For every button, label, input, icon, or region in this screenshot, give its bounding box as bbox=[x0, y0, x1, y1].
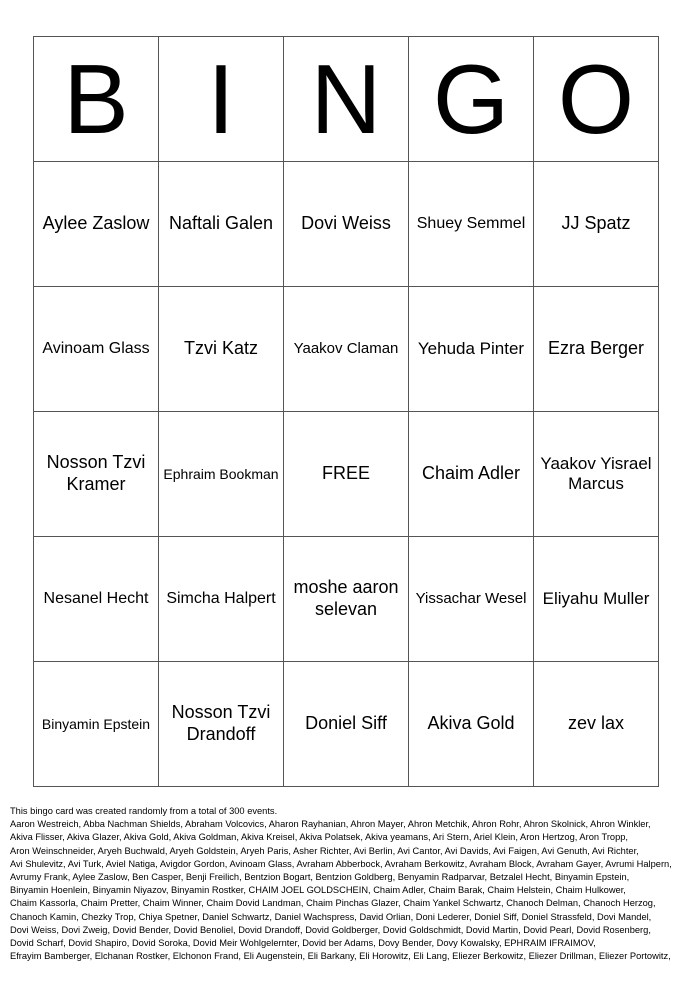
bingo-cell: Chaim Adler bbox=[409, 412, 534, 537]
bingo-cell: Yaakov Yisrael Marcus bbox=[534, 412, 659, 537]
footer-line: Chanoch Kamin, Chezky Trop, Chiya Spetner, Daniel Schwartz, Daniel Wachspress, David Orlian, Doni Lederer, Doniel Siff, Doniel Strassfeld, Dovi Mandel, bbox=[10, 911, 652, 922]
footer-line: Akiva Flisser, Akiva Glazer, Akiva Gold, Akiva Goldman, Akiva Kreisel, Akiva Polatsek, Akiva yeamans, Ari Stern, Ariel Klein, Aron Hertzog, Aron Tropp, bbox=[10, 832, 629, 843]
bingo-cell: Eliyahu Muller bbox=[534, 537, 659, 662]
bingo-row-4 bbox=[34, 537, 659, 662]
bingo-cell: Yissachar Wesel bbox=[409, 537, 534, 662]
bingo-cell: Ephraim Bookman bbox=[159, 412, 284, 537]
bingo-cell: Ezra Berger bbox=[534, 287, 659, 412]
footer-line: Dovid Scharf, Dovid Shapiro, Dovid Soroka, Dovid Meir Wohlgelernter, Dovid ber Adams, Dovy Bender, Dovy Kowalsky, EPHRAIM IFRAIMOV, bbox=[10, 938, 596, 949]
bingo-cell: moshe aaron selevan bbox=[284, 537, 409, 662]
bingo-cell: Naftali Galen bbox=[159, 162, 284, 287]
free-space: FREE bbox=[284, 412, 409, 537]
bingo-cell: Binyamin Epstein bbox=[34, 662, 159, 787]
bingo-cell: Nosson Tzvi Kramer bbox=[34, 412, 159, 537]
footer-line: Chaim Kassorla, Chaim Pretter, Chaim Winner, Chaim Dovid Landman, Chaim Pinchas Glazer, Chaim Yankel Schwartz, Chanoch Delman, Chanoch Herzog, bbox=[10, 898, 656, 909]
footer-line: Aron Weinschneider, Aryeh Buchwald, Aryeh Goldstein, Aryeh Paris, Asher Richter, Avi Berlin, Avi Cantor, Avi Davids, Avi Faigen, Avi Genuth, Avi Richter, bbox=[10, 845, 639, 856]
bingo-cell: JJ Spatz bbox=[534, 162, 659, 287]
bingo-cell: Yehuda Pinter bbox=[409, 287, 534, 412]
bingo-card bbox=[33, 36, 659, 787]
header-letter-n: N bbox=[284, 37, 409, 162]
bingo-cell: Simcha Halpert bbox=[159, 537, 284, 662]
header-letter-o: O bbox=[534, 37, 659, 162]
footer-intro: This bingo card was created randomly from a total of 300 events. bbox=[10, 806, 278, 816]
header-letter-g: G bbox=[409, 37, 534, 162]
bingo-cell: Doniel Siff bbox=[284, 662, 409, 787]
bingo-cell: Yaakov Claman bbox=[284, 287, 409, 412]
bingo-row-2 bbox=[34, 287, 659, 412]
header-row bbox=[34, 37, 659, 162]
footer-line: Efrayim Bamberger, Elchanan Rostker, Elchonon Frand, Eli Augenstein, Eli Barkany, Eli Horowitz, Eli Lang, Eliezer Berkowitz, Eliezer Drillman, Eliezer Portowitz, bbox=[10, 951, 671, 962]
footer-line: Aaron Westreich, Abba Nachman Shields, Abraham Volcovics, Aharon Rayhanian, Ahron Mayer, Ahron Metchik, Ahron Rohr, Ahron Skolnick, Ahron Winkler, bbox=[10, 819, 651, 830]
footer-line: Binyamin Hoenlein, Binyamin Niyazov, Binyamin Rostker, CHAIM JOEL GOLDSCHEIN, Chaim Adler, Chaim Barak, Chaim Helstein, Chaim Hulkower, bbox=[10, 885, 626, 896]
bingo-row-1 bbox=[34, 162, 659, 287]
header-letter-b: B bbox=[34, 37, 159, 162]
bingo-cell: Shuey Semmel bbox=[409, 162, 534, 287]
header-letter-i: I bbox=[159, 37, 284, 162]
bingo-cell: Nosson Tzvi Drandoff bbox=[159, 662, 284, 787]
bingo-row-5 bbox=[34, 662, 659, 787]
footer-line: Avrumy Frank, Aylee Zaslow, Ben Casper, Benji Freilich, Bentzion Bogart, Bentzion Goldberg, Benyamin Radparvar, Betzalel Hecht, Binyamin Epstein, bbox=[10, 872, 630, 883]
footer-line: Avi Shulevitz, Avi Turk, Aviel Natiga, Avigdor Gordon, Avinoam Glass, Avraham Abberbock, Avraham Berkowitz, Avraham Block, Avraham Gayer, Avrumi Halpern, bbox=[10, 858, 672, 869]
bingo-cell: Dovi Weiss bbox=[284, 162, 409, 287]
bingo-cell: zev lax bbox=[534, 662, 659, 787]
bingo-cell: Avinoam Glass bbox=[34, 287, 159, 412]
bingo-cell: Nesanel Hecht bbox=[34, 537, 159, 662]
footer-line: Dovi Weiss, Dovi Zweig, Dovid Bender, Dovid Benoliel, Dovid Drandoff, Dovid Goldberger, Dovid Goldschmidt, Dovid Martin, Dovid Pearl, Dovid Rosenberg, bbox=[10, 924, 651, 935]
event-list-footer bbox=[10, 805, 692, 963]
bingo-cell: Aylee Zaslow bbox=[34, 162, 159, 287]
bingo-cell: Akiva Gold bbox=[409, 662, 534, 787]
bingo-row-3 bbox=[34, 412, 659, 537]
bingo-cell: Tzvi Katz bbox=[159, 287, 284, 412]
